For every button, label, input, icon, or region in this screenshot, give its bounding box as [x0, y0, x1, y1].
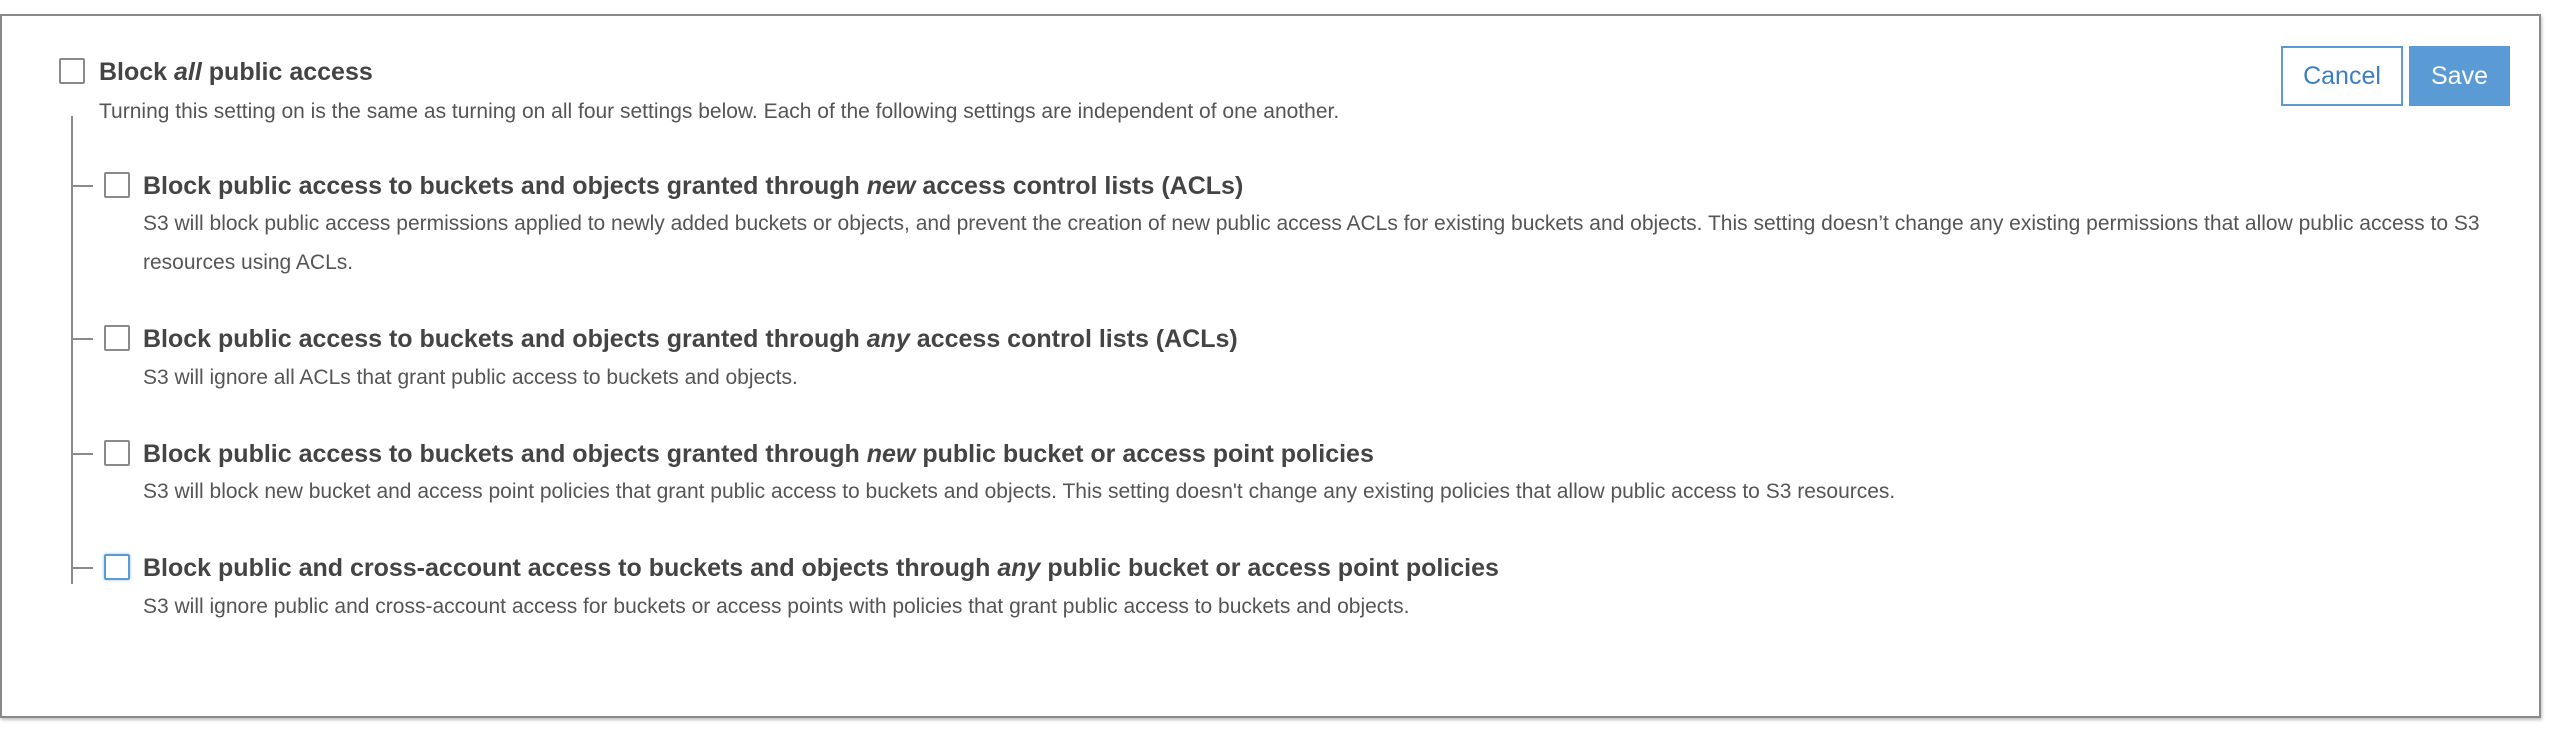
setting-title-text: Block public and cross-account access to buckets and objects through	[143, 554, 998, 582]
block-all-title-text-end: public access	[201, 58, 373, 86]
setting-title-text: Block public access to buckets and objects granted through	[143, 440, 867, 468]
setting-title-text-end: access control lists (ACLs)	[915, 172, 1244, 200]
tree-connector-tick	[71, 338, 93, 340]
setting-title-emphasis: new	[866, 440, 916, 468]
setting-title-text-end: public bucket or access point policies	[1040, 554, 1499, 582]
block-all-description: Turning this setting on is the same as turning on all four settings below. Each of the following settings are independent of one another.	[99, 100, 1340, 123]
setting-new-acls-title	[143, 172, 1243, 201]
setting-any-policies-description: S3 will ignore public and cross-account access for buckets or access points with policies that grant public access to buckets and objects.	[143, 595, 1410, 618]
setting-any-acls-description: S3 will ignore all ACLs that grant public access to buckets and objects.	[143, 366, 798, 389]
setting-any-acls-checkbox[interactable]	[104, 325, 130, 351]
setting-title-emphasis: new	[866, 172, 916, 200]
setting-new-acls-checkbox[interactable]	[104, 172, 130, 198]
setting-new-policies-title	[143, 440, 1374, 469]
block-all-checkbox[interactable]	[59, 58, 85, 84]
tree-connector-tick	[71, 567, 93, 569]
setting-title-text: Block public access to buckets and objects granted through	[143, 325, 867, 353]
setting-new-policies-description: S3 will block new bucket and access point policies that grant public access to buckets and objects. This setting doesn't change any existing policies that allow public access to S3 resources.	[143, 480, 1896, 503]
setting-any-policies-checkbox[interactable]	[104, 554, 130, 580]
cancel-button[interactable]: Cancel	[2281, 46, 2403, 106]
setting-any-policies-title	[143, 554, 1499, 583]
setting-title-text-end: public bucket or access point policies	[915, 440, 1374, 468]
setting-any-acls-title	[143, 325, 1238, 354]
setting-title-text: Block public access to buckets and objects granted through	[143, 172, 867, 200]
save-button[interactable]: Save	[2409, 46, 2510, 106]
setting-title-text-end: access control lists (ACLs)	[909, 325, 1238, 353]
setting-title-emphasis: any	[866, 325, 910, 353]
setting-new-policies-checkbox[interactable]	[104, 440, 130, 466]
block-public-access-panel	[0, 14, 2541, 718]
block-all-title	[99, 58, 373, 87]
block-all-title-text: Block	[99, 58, 175, 86]
block-all-title-emphasis: all	[174, 58, 202, 86]
tree-connector-tick	[71, 453, 93, 455]
tree-connector-tick	[71, 185, 93, 187]
setting-title-emphasis: any	[997, 554, 1041, 582]
setting-new-acls-description: S3 will block public access permissions applied to newly added buckets or objects, and prevent the creation of new public access ACLs for existing buckets and objects. This setting doesn’t change any existing permissions that allow public access to S3 resources using ACLs.	[143, 212, 2480, 274]
